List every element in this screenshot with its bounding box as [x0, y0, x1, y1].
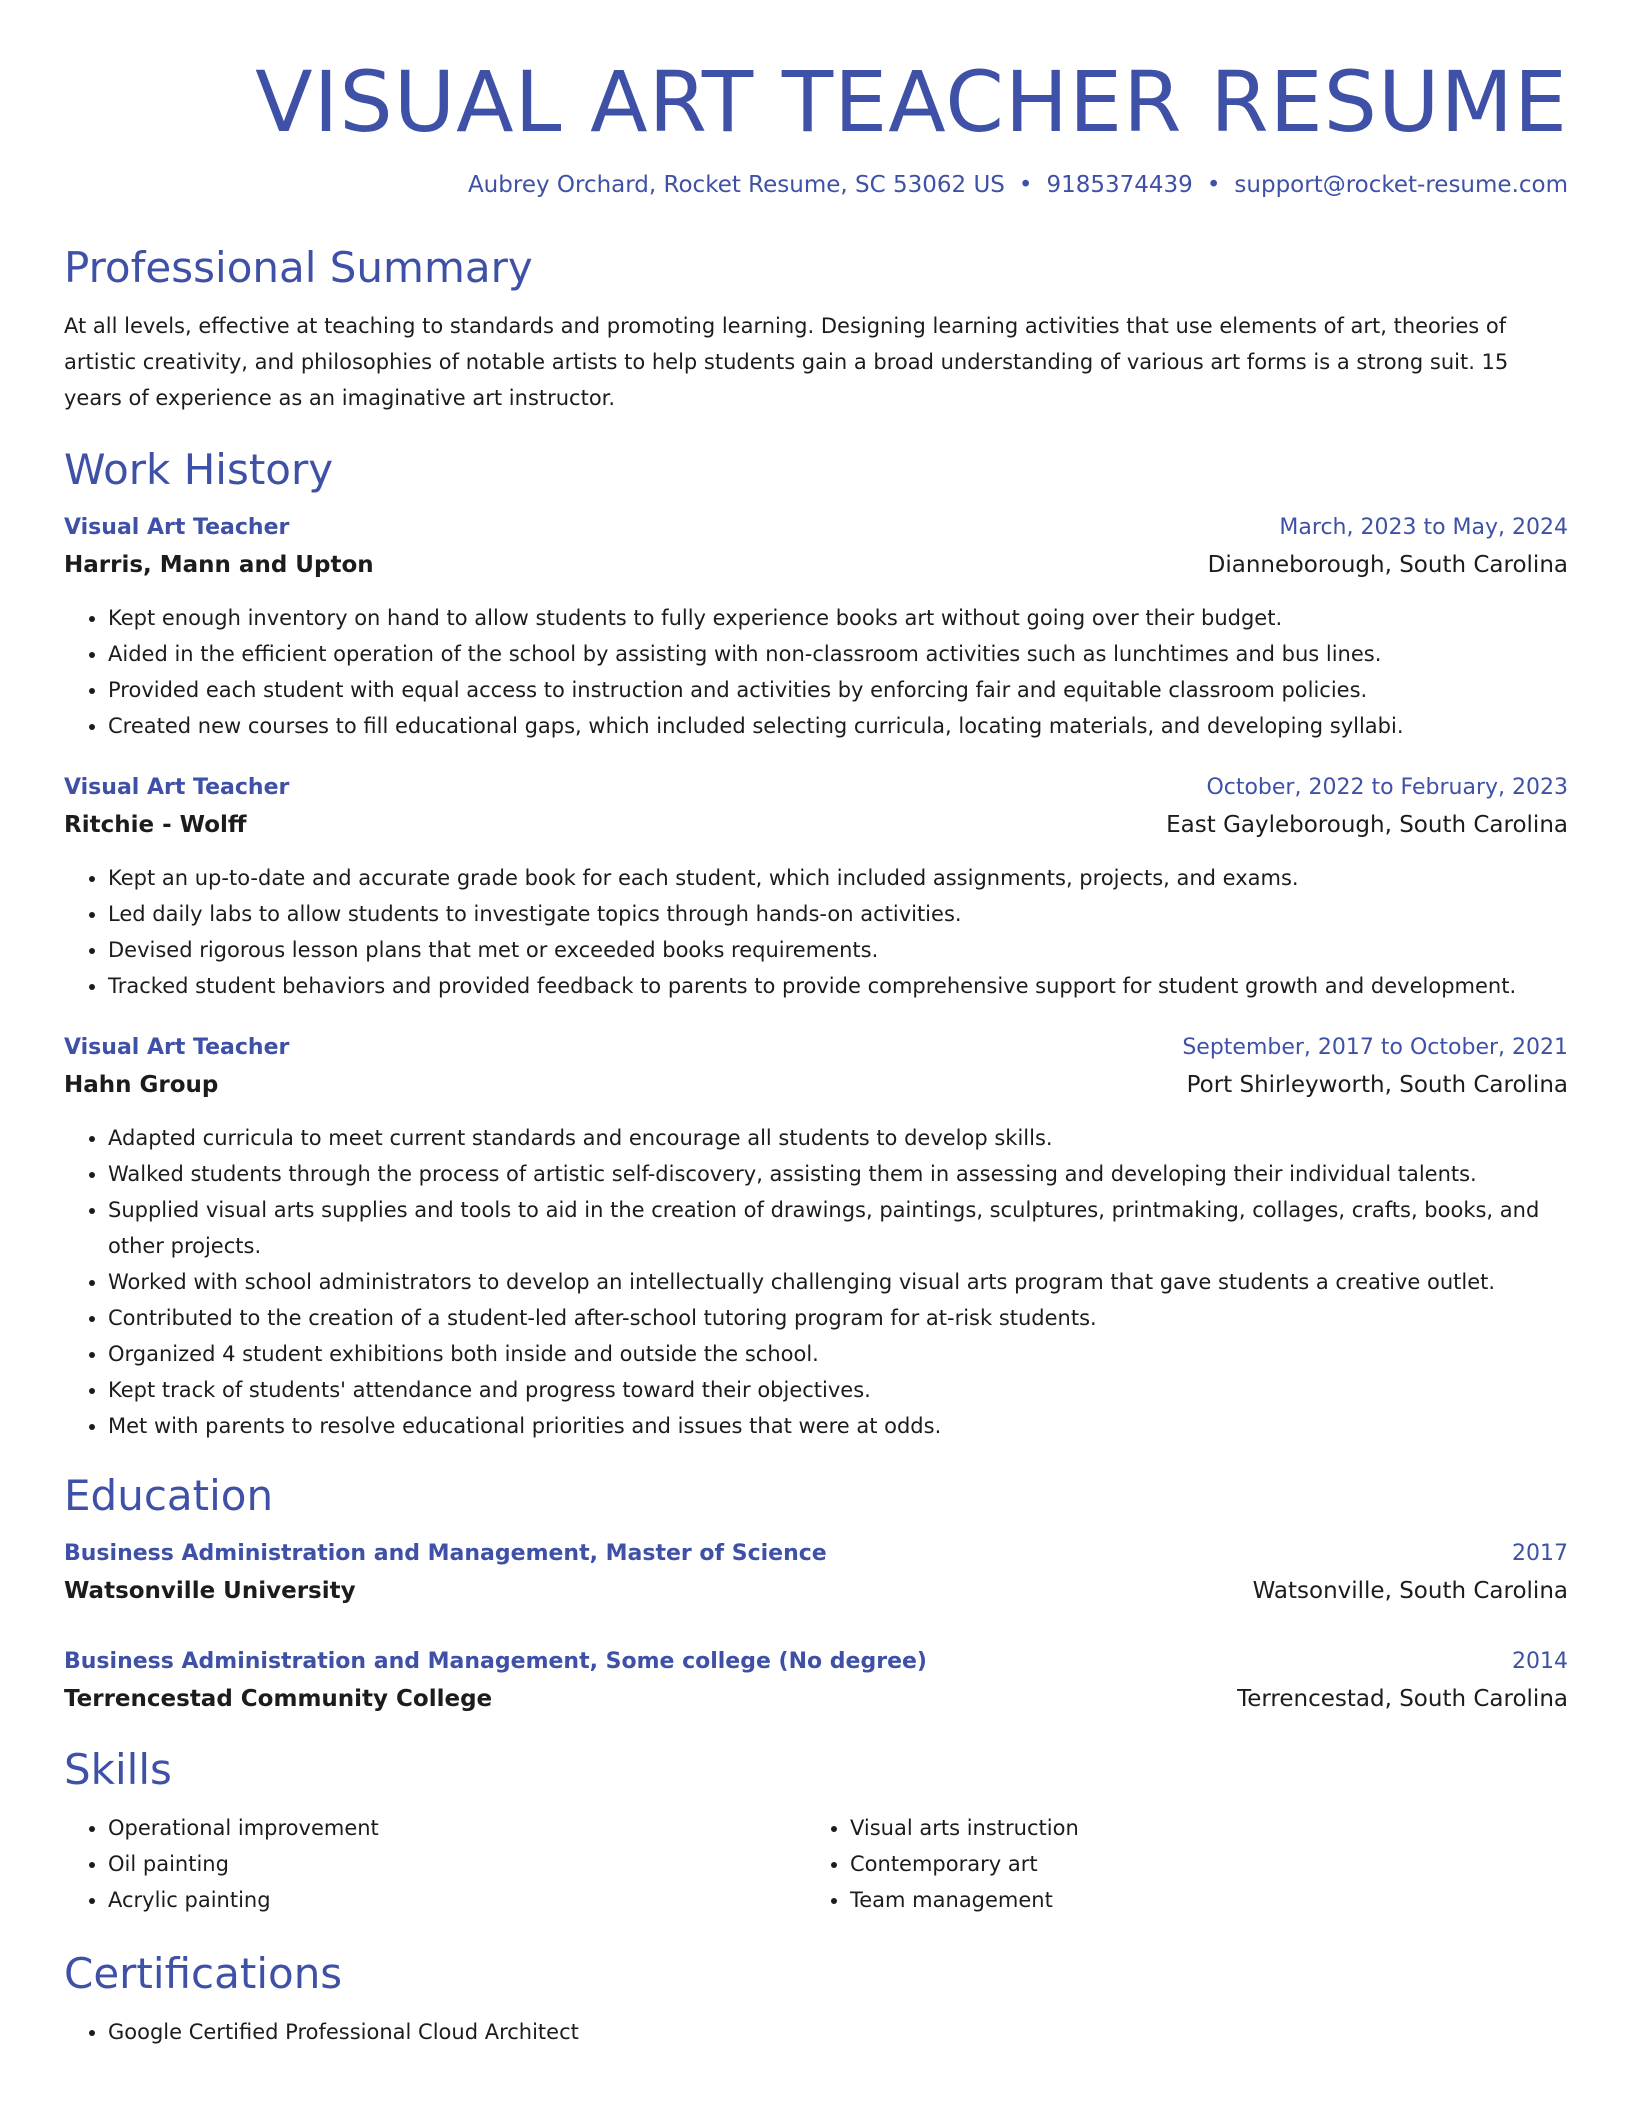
list-item: • Adapted curricula to meet current standards and encourage all students to develop skills. — [108, 1120, 1568, 1156]
list-item: • Met with parents to resolve educational priorities and issues that were at odds. — [108, 1408, 1568, 1444]
job-bullets — [64, 600, 1568, 744]
job-bullets — [64, 860, 1568, 1004]
contact-phone: 9185374439 — [1046, 172, 1193, 198]
job-company: Hahn Group — [64, 1072, 219, 1098]
list-item: • Tracked student behaviors and provided feedback to parents to provide comprehensive support for student growth and development. — [108, 968, 1568, 1004]
education-heading: Education — [64, 1471, 274, 1520]
job-location: East Gayleborough, South Carolina — [1166, 812, 1568, 838]
list-item: • Provided each student with equal access to instruction and activities by enforcing fair and equitable classroom policies. — [108, 672, 1568, 708]
education-year: 2014 — [1512, 1649, 1568, 1674]
contact-separator: • — [1018, 172, 1033, 198]
list-item: • Created new courses to fill educational gaps, which included selecting curricula, locating materials, and developing syllabi. — [108, 708, 1568, 744]
job-entry — [64, 1030, 1568, 1444]
list-item: • Supplied visual arts supplies and tools to aid in the creation of drawings, paintings, sculptures, printmaking, collages, crafts, books, and other projects. — [108, 1192, 1568, 1264]
skill-item: • Operational improvement — [108, 1810, 806, 1846]
job-location: Dianneborough, South Carolina — [1207, 552, 1568, 578]
education-entry — [64, 1644, 1568, 1718]
job-title: Visual Art Teacher — [64, 515, 290, 540]
summary-heading: Professional Summary — [64, 243, 533, 292]
school-location: Terrencestad, South Carolina — [1237, 1686, 1568, 1712]
list-item: • Kept an up-to-date and accurate grade book for each student, which included assignments, projects, and exams. — [108, 860, 1568, 896]
job-bullets — [64, 1120, 1568, 1444]
degree: Business Administration and Management, Some college (No degree) — [64, 1649, 927, 1674]
skill-item: • Visual arts instruction — [850, 1810, 1548, 1846]
list-item: • Worked with school administrators to develop an intellectually challenging visual arts program that gave students a creative outlet. — [108, 1264, 1568, 1300]
degree: Business Administration and Management, Master of Science — [64, 1541, 827, 1566]
list-item: • Kept track of students' attendance and progress toward their objectives. — [108, 1372, 1568, 1408]
job-dates: October, 2022 to February, 2023 — [1206, 775, 1568, 800]
list-item: • Aided in the efficient operation of the school by assisting with non-classroom activities such as lunchtimes and bus lines. — [108, 636, 1568, 672]
list-item: • Organized 4 student exhibitions both inside and outside the school. — [108, 1336, 1568, 1372]
contact-line — [64, 170, 1568, 200]
list-item: • Led daily labs to allow students to investigate topics through hands-on activities. — [108, 896, 1568, 932]
skill-item: • Oil painting — [108, 1846, 806, 1882]
certifications-heading: Certifications — [64, 1949, 343, 1998]
school-name: Watsonville University — [64, 1578, 356, 1604]
list-item: • Walked students through the process of artistic self-discovery, assisting them in assessing and developing their individual talents. — [108, 1156, 1568, 1192]
summary-text: At all levels, effective at teaching to standards and promoting learning. Designing learning activities that use elements of art, theories of artistic creativity, and philosophies of notable artists to help students gain a broad understanding of various art forms is a strong suit. 15 years of experience as an imaginative art instructor. — [64, 314, 1509, 410]
skill-item: • Team management — [850, 1882, 1548, 1918]
job-company: Ritchie - Wolff — [64, 812, 247, 838]
skill-item: • Acrylic painting — [108, 1882, 806, 1918]
skills-column-right — [806, 1810, 1548, 1918]
resume-title: VISUAL ART TEACHER RESUME — [255, 53, 1568, 151]
job-entry — [64, 510, 1568, 744]
education-entry — [64, 1536, 1568, 1610]
job-title: Visual Art Teacher — [64, 775, 290, 800]
certifications-list — [64, 2014, 1568, 2050]
list-item: • Kept enough inventory on hand to allow students to fully experience books art without going over their budget. — [108, 600, 1568, 636]
skills-list — [64, 1810, 1568, 1918]
certification-item: • Google Certified Professional Cloud Architect — [108, 2014, 1568, 2050]
school-name: Terrencestad Community College — [64, 1686, 493, 1712]
skills-heading: Skills — [64, 1745, 172, 1794]
contact-email[interactable]: support@rocket-resume.com — [1234, 172, 1568, 198]
contact-address: Aubrey Orchard, Rocket Resume, SC 53062 US — [467, 172, 1005, 198]
job-company: Harris, Mann and Upton — [64, 552, 374, 578]
job-entry — [64, 770, 1568, 1004]
list-item: • Contributed to the creation of a student-led after-school tutoring program for at-risk students. — [108, 1300, 1568, 1336]
job-dates: September, 2017 to October, 2021 — [1182, 1035, 1568, 1060]
school-location: Watsonville, South Carolina — [1252, 1578, 1568, 1604]
work-history-heading: Work History — [64, 445, 334, 494]
job-location: Port Shirleyworth, South Carolina — [1186, 1072, 1568, 1098]
list-item: • Devised rigorous lesson plans that met or exceeded books requirements. — [108, 932, 1568, 968]
education-year: 2017 — [1512, 1541, 1568, 1566]
skill-item: • Contemporary art — [850, 1846, 1548, 1882]
contact-separator: • — [1206, 172, 1221, 198]
job-title: Visual Art Teacher — [64, 1035, 290, 1060]
skills-column-left — [64, 1810, 806, 1918]
job-dates: March, 2023 to May, 2024 — [1279, 515, 1568, 540]
